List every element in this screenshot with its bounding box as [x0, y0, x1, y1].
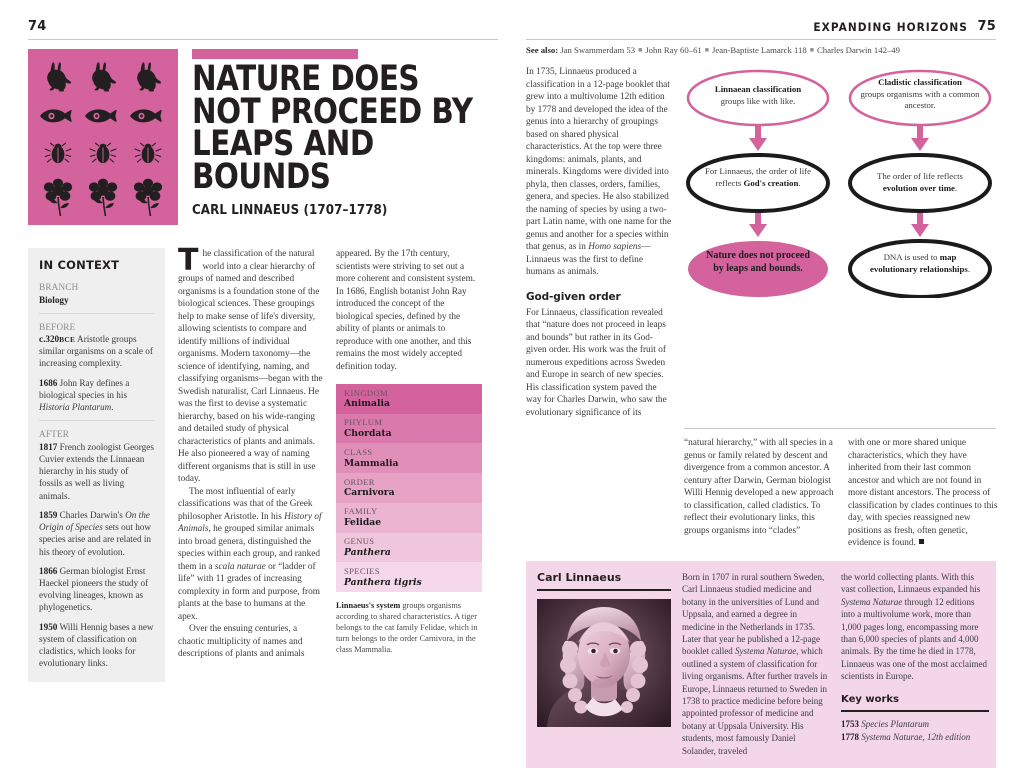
- before-label: BEFORE: [39, 321, 76, 332]
- key-works-heading: Key works: [841, 693, 899, 705]
- bio-text: Born in 1707 in rural southern Sweden, Carl Linnaeus studied medicine and botany in the universities of Lund and Uppsala, and earned a degree in medicine in the Netherlands in 1735. Later that year he published a 12-page booklet called: [682, 571, 825, 657]
- taxonomy-name: Carnivora: [344, 487, 395, 499]
- node-text: groups like with like.: [720, 95, 796, 106]
- arrow-down: [749, 126, 767, 151]
- context-divider: [39, 313, 154, 314]
- body-text: he classification of the natural world into a clear hierarchy of groups of named and described organisms is a foundation stone of the biological sciences. These groupings help to make sense of life's diversity, allowing scientists to compare and identify millions of individual organisms. Modern taxonomy—the science of identifying, naming, and classifying organisms—began with the Swedish naturalist, Carl Linnaeus. He was the first to devise a systematic hierarchy, based on his wide-ranging and detailed study of physical characteristics of plants and animals. He also pioneered a way of naming different organisms that is still in use today.: [178, 249, 323, 484]
- body-text: In 1735, Linnaeus produced a classification in a 12-page booklet that grew into a multivolume 12th edition by 1778 and developed the idea of the genus into a hierarchy of groupings based on shared physical characteristics. At the top were three kingdoms: animals, plants, and minerals. Kingdoms were divided into phyla, then classes, orders, families, genera, and species. He also stabilized the naming of species by using a two-part Latin name, with one name for the genus and another for a species within that genus, as in: [526, 67, 672, 253]
- classification-flow-diagram: [684, 66, 996, 298]
- page-title: NATURE DOES NOT PROCEED BY LEAPS AND BOUNDS: [192, 59, 473, 197]
- illustration-row-flowers: [36, 177, 170, 217]
- body-text: or “ladder of life” with 11 grades of increasing complexity in form and purpose, from plants at the base to humans at the apex.: [178, 561, 321, 622]
- end-mark-icon: [919, 539, 924, 544]
- before-year: 1686: [39, 377, 58, 388]
- body-paragraph: “natural hierarchy,” with all species in a genus or family related by descent and divergence from a common ancestor. A century after Darwin, German biologist Willi Hennig developed a new approach to classification, called cladistics. To reflect their evolutionary links, this groups organisms into “clades”: [684, 438, 834, 536]
- see-also-link[interactable]: Jan Swammerdam 53: [560, 45, 636, 55]
- biography-text: [682, 571, 830, 757]
- body-paragraph: For Linnaeus, classification revealed that “nature does not proceed in leaps and bounds” but rather in its God-given order. His work was the fruit of numerous expeditions across Sweden and Europe in search of new species. His classification system paved the way for Charles Darwin, who saw the evolutionary significance of its: [526, 307, 667, 418]
- node-text: For Linnaeus, the order of life reflects: [704, 166, 812, 188]
- branch-label: BRANCH: [39, 282, 79, 293]
- body-paragraph: [526, 66, 672, 279]
- node-text: .: [967, 263, 971, 274]
- biography-column-1: [682, 571, 830, 757]
- body-text: —Linnaeus was the first to define humans as animals.: [526, 242, 651, 278]
- before-italic: Historia Plantarum: [39, 402, 112, 413]
- taxonomy-rank: PHYLUM: [344, 417, 383, 428]
- body-italic: History of Animals: [178, 511, 322, 534]
- after-year: 1859: [39, 509, 58, 520]
- body-paragraph: appeared. By the 17th century, scientists were striving to set out a more coherent and consistent system. In 1686, English botanist John Ray introduced the concept of the biological species, defined by the ability of plants or animals to reproduce with one another, and this remains the most widely accepted definition today.: [336, 249, 476, 372]
- body-paragraph: [848, 437, 1000, 550]
- taxonomy-row-order: [336, 473, 482, 503]
- after-tail: sets out how species arise and are related in his theory of evolution.: [39, 522, 152, 557]
- see-also-separator: ■: [704, 46, 709, 54]
- flower-icon: [86, 177, 120, 217]
- node-bold-text: map evolutionary relationships: [869, 252, 968, 274]
- taxonomy-name: Chordata: [344, 427, 392, 439]
- key-works-rule: [841, 710, 989, 712]
- before-year: c.320: [39, 333, 60, 344]
- flower-icon: [41, 177, 75, 217]
- beetle-icon: [88, 142, 118, 168]
- section-heading-god-given-order: God-given order: [526, 290, 621, 303]
- key-work-item: [841, 718, 989, 730]
- key-work-year: 1753: [841, 719, 859, 730]
- biography-column-2: [841, 571, 989, 757]
- taxonomy-rank: ORDER: [344, 476, 375, 487]
- caption-lead: Linnaeus's system: [336, 601, 401, 611]
- linnaeus-portrait: [537, 599, 671, 727]
- taxonomy-name: Panthera tigris: [344, 576, 422, 588]
- after-item: [39, 441, 154, 502]
- before-tail: .: [111, 402, 114, 413]
- species-illustration-grid: [36, 59, 170, 217]
- fish-icon: [128, 107, 168, 125]
- taxonomy-rank: SPECIES: [344, 565, 380, 576]
- before-era: BCE: [59, 334, 76, 344]
- taxonomy-ranks: [336, 384, 482, 592]
- rabbit-icon: [133, 61, 163, 93]
- caption-text: groups organisms according to shared characteristics. A tiger belongs to the cat family Felidae, which in turn belongs to the order Carnivora, in the class Mammalia.: [336, 601, 478, 654]
- drop-cap: T: [178, 243, 199, 278]
- body-column-1: [178, 243, 324, 682]
- diagram-node-cladistic: [856, 77, 984, 111]
- arrow-down: [749, 213, 767, 237]
- after-text: Willi Hennig bases a new system of classification on cladistics, which looks for evolutionary links.: [39, 621, 154, 669]
- diagram-node-linnaean: [694, 84, 822, 107]
- species-illustration-panel: [28, 49, 178, 225]
- diagram-rule: [684, 428, 996, 429]
- after-item: [39, 621, 154, 670]
- see-also-link[interactable]: Charles Darwin 142–49: [816, 45, 900, 55]
- taxonomy-name: Panthera: [344, 546, 391, 558]
- after-text: Charles Darwin's: [57, 509, 126, 520]
- bio-italic: Systema Naturae: [841, 596, 903, 607]
- arrow-down: [911, 213, 929, 237]
- biography-rule: [537, 589, 671, 591]
- taxonomy-rank: FAMILY: [344, 506, 378, 517]
- branch-value: Biology: [39, 294, 69, 305]
- after-year: 1817: [39, 441, 58, 452]
- right-page: [512, 0, 1024, 756]
- biography-box: [526, 561, 996, 768]
- after-item: [39, 509, 154, 558]
- key-work-title: Systema Naturae, 12th edition: [861, 731, 971, 742]
- node-text: .: [954, 182, 958, 193]
- right-top-area: [526, 66, 996, 419]
- taxonomy-row-species: [336, 562, 482, 592]
- body-text: , he grouped similar animals into broad genera, distinguished the species within each group, and ranked them in a: [178, 524, 320, 572]
- body-paragraph: [178, 243, 324, 486]
- fish-icon: [38, 107, 78, 125]
- after-item: [39, 565, 154, 614]
- folio-right: 75: [977, 19, 996, 34]
- node-bold-text: Cladistic classification: [878, 77, 962, 88]
- bio-italic: Systema Naturae: [734, 646, 797, 657]
- diagram-node-evolution: [862, 171, 978, 194]
- biography-portrait-block: [537, 571, 671, 757]
- left-content-area: [28, 243, 498, 682]
- taxonomy-figure: [336, 384, 482, 656]
- header-rule-left: [28, 39, 498, 40]
- see-also-line: [526, 45, 996, 56]
- context-divider: [39, 420, 154, 421]
- title-area: [28, 49, 498, 225]
- beetle-icon: [43, 142, 73, 168]
- after-year: 1950: [39, 621, 58, 632]
- body-text: The most influential of early classifications was that of the Greek philosopher Aristotle. In his: [178, 486, 313, 522]
- node-text: groups organisms with a common ancestor.: [860, 88, 980, 111]
- taxonomy-row-kingdom: [336, 384, 482, 414]
- title-block: [192, 49, 498, 225]
- right-page-header: [526, 18, 996, 34]
- see-also-separator: ■: [638, 46, 643, 54]
- taxonomy-row-phylum: [336, 414, 482, 444]
- taxonomy-row-family: [336, 503, 482, 533]
- rabbit-icon: [43, 61, 73, 93]
- node-bold-text: God's creation: [743, 177, 799, 188]
- before-text: John Ray defines a biological species in his: [39, 377, 130, 400]
- node-bold-text: Nature does not proceed by leaps and bounds.: [706, 250, 810, 274]
- in-context-box: [28, 248, 165, 682]
- after-label: AFTER: [39, 429, 70, 440]
- taxonomy-name: Felidae: [344, 517, 382, 529]
- node-text: The order of life reflects: [877, 171, 963, 182]
- page-subtitle: CARL LINNAEUS (1707–1778): [192, 202, 388, 219]
- title-accent-bar: [192, 49, 358, 59]
- key-work-year: 1778: [841, 731, 859, 742]
- see-also-link[interactable]: John Ray 60–61: [645, 45, 702, 55]
- fish-icon: [83, 107, 123, 125]
- diagram-node-gods-creation: [700, 166, 816, 189]
- taxonomy-rank: KINGDOM: [344, 387, 388, 398]
- taxonomy-row-class: [336, 443, 482, 473]
- right-column-3: [848, 437, 1000, 550]
- key-work-title: Species Plantarum: [861, 719, 929, 730]
- after-italic: On the Origin of Species: [39, 509, 150, 533]
- illustration-row-beetles: [36, 138, 170, 173]
- body-paragraph: Over the ensuing centuries, a chaotic multiplicity of names and descriptions of plants and animals: [178, 624, 305, 659]
- right-column-1: [526, 66, 672, 419]
- illustration-row-rabbits: [36, 59, 170, 94]
- node-text: .: [798, 177, 801, 188]
- see-also-separator: ■: [809, 46, 814, 54]
- before-text: Aristotle groups similar organisms on a scale of increasing complexity.: [39, 333, 153, 369]
- rabbit-icon: [88, 61, 118, 93]
- arrow-down: [911, 126, 929, 151]
- beetle-icon: [133, 142, 163, 168]
- node-bold-text: Linnaean classification: [714, 84, 802, 95]
- node-bold-text: evolution over time: [882, 182, 955, 193]
- see-also-link[interactable]: Jean-Baptiste Lamarck 118: [712, 45, 807, 55]
- left-page: [0, 0, 512, 669]
- body-paragraph: [178, 486, 324, 624]
- flower-icon: [131, 177, 165, 217]
- running-head: EXPANDING HORIZONS: [813, 20, 968, 34]
- right-column-2: [684, 437, 836, 550]
- taxonomy-caption: [336, 601, 482, 656]
- left-page-header: [28, 18, 498, 34]
- body-italic: Homo sapiens: [588, 242, 642, 253]
- bio-text: the world collecting plants. With this vast collection, Linnaeus expanded his: [841, 571, 981, 595]
- bio-text: through 12 editions into a multivolume work, more than 1,000 pages long, encompassing more than 6,000 species of plants and 4,000 animals. By the time he died in 1778, Linnaeus was one of the most acclaimed scientists in Europe.: [841, 596, 987, 682]
- body-text: with one or more shared unique characteristics, which they have inherited from their last common ancestor and which are not found in more distant ancestors. The process of classification by clades continues to this day, with species reassigned new positions as fresh, often genetic, evidence is found.: [848, 438, 998, 549]
- taxonomy-row-genus: [336, 533, 482, 563]
- folio-left: 74: [28, 19, 47, 34]
- header-rule-right: [526, 39, 996, 40]
- biography-name: Carl Linnaeus: [537, 570, 622, 584]
- key-work-item: [841, 731, 989, 743]
- before-item: [39, 377, 154, 414]
- taxonomy-rank: GENUS: [344, 536, 375, 547]
- right-mid-columns: [684, 437, 996, 550]
- node-text: DNA is used to: [883, 252, 940, 263]
- after-year: 1866: [39, 565, 58, 576]
- taxonomy-name: Mammalia: [344, 457, 399, 469]
- biography-text: [841, 571, 989, 683]
- body-columns: [178, 243, 498, 682]
- portrait-engraving: [537, 599, 671, 727]
- taxonomy-name: Animalia: [344, 398, 390, 410]
- diagram-node-dna: [862, 252, 978, 275]
- body-italic: scala naturae: [214, 561, 266, 572]
- illustration-row-fish: [36, 98, 170, 133]
- see-also-label: See also:: [526, 45, 559, 55]
- taxonomy-rank: CLASS: [344, 446, 373, 457]
- bio-text: , which outlined a system of classification for living organisms. After further travels in Europe, Linnaeus returned to Sweden in 1738 to practice medicine before being appointed professor of medicine and botany at Uppsala University. His students, most famously Daniel Solander, traveled: [682, 646, 828, 756]
- body-column-2: [336, 248, 482, 682]
- diagram-node-nature-quote: [700, 250, 816, 275]
- in-context-heading: IN CONTEXT: [39, 258, 120, 272]
- after-text: French zoologist Georges Cuvier extends the Linnaean hierarchy in his study of fossils as well as living animals.: [39, 441, 154, 501]
- after-text: German biologist Ernst Haeckel pioneers the study of evolving lineages, known as phylogenetics.: [39, 565, 149, 613]
- before-item: [39, 333, 154, 370]
